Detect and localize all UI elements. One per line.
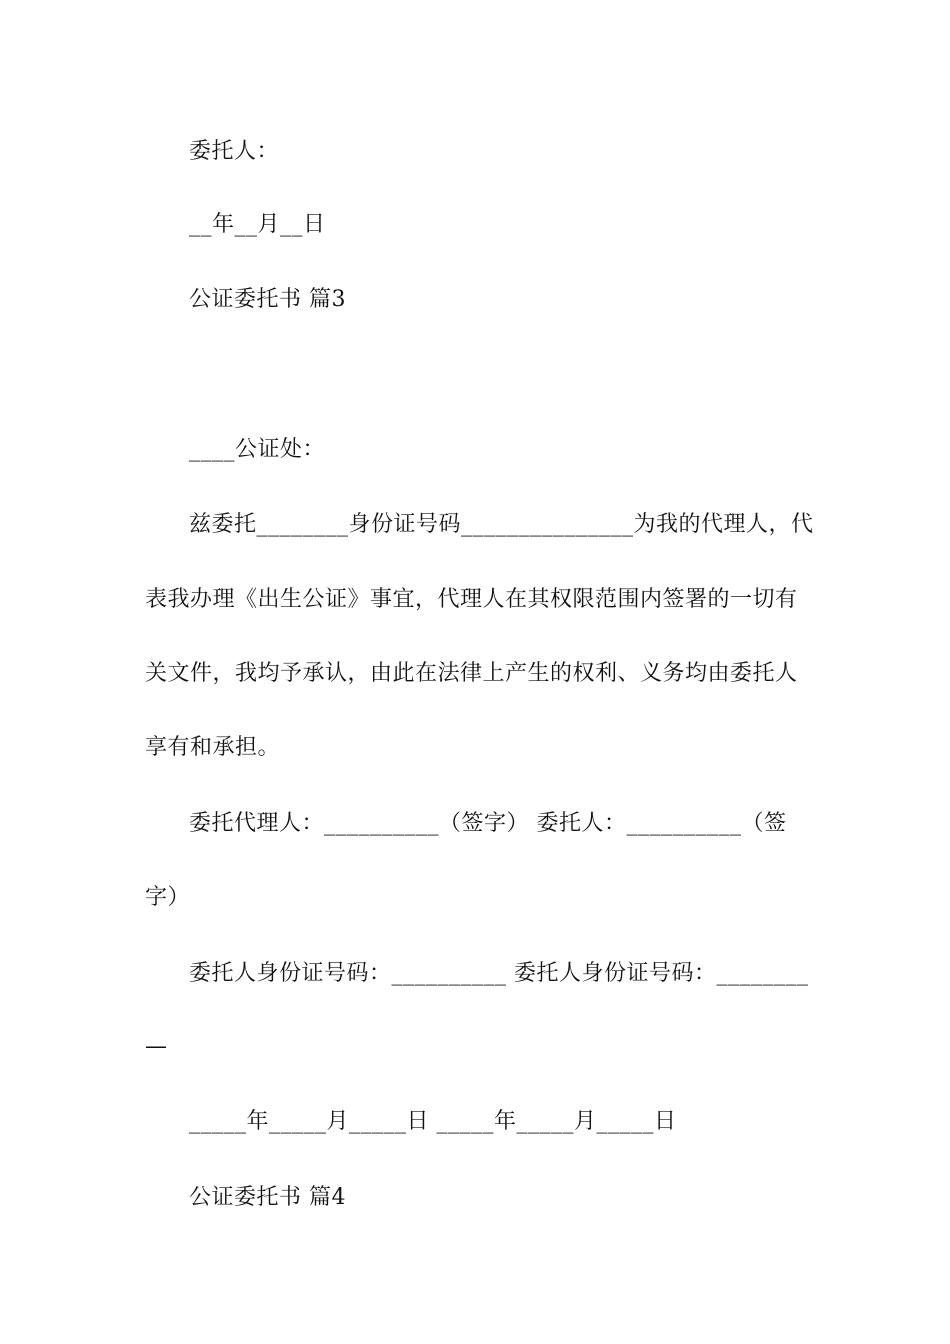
signature-dates-line: _____年_____月_____日 _____年_____月_____日 (189, 1109, 677, 1134)
body-paragraph-line-1: 兹委托________身份证号码_______________为我的代理人，代 (189, 512, 814, 537)
id-number-line: 委托人身份证号码：__________ 委托人身份证号码：________ (189, 961, 809, 986)
id-number-line-continued: — (145, 1034, 168, 1059)
principal-label: 委托人： (189, 139, 280, 164)
body-paragraph-line-4: 享有和承担。 (145, 735, 281, 760)
section-heading-4: 公证委托书 篇4 (189, 1185, 346, 1210)
body-paragraph-line-2: 表我办理《出生公证》事宜，代理人在其权限范围内签署的一切有 (145, 587, 798, 612)
date-line: __年__月__日 (189, 212, 326, 237)
notary-office-salutation: ____公证处： (189, 437, 326, 462)
signature-line: 委托代理人：__________（签字） 委托人：__________（签 (189, 811, 787, 836)
body-paragraph-line-3: 关文件，我均予承认，由此在法律上产生的权利、义务均由委托人 (145, 661, 798, 686)
signature-line-continued: 字） (145, 885, 191, 910)
section-heading-3: 公证委托书 篇3 (189, 287, 346, 312)
